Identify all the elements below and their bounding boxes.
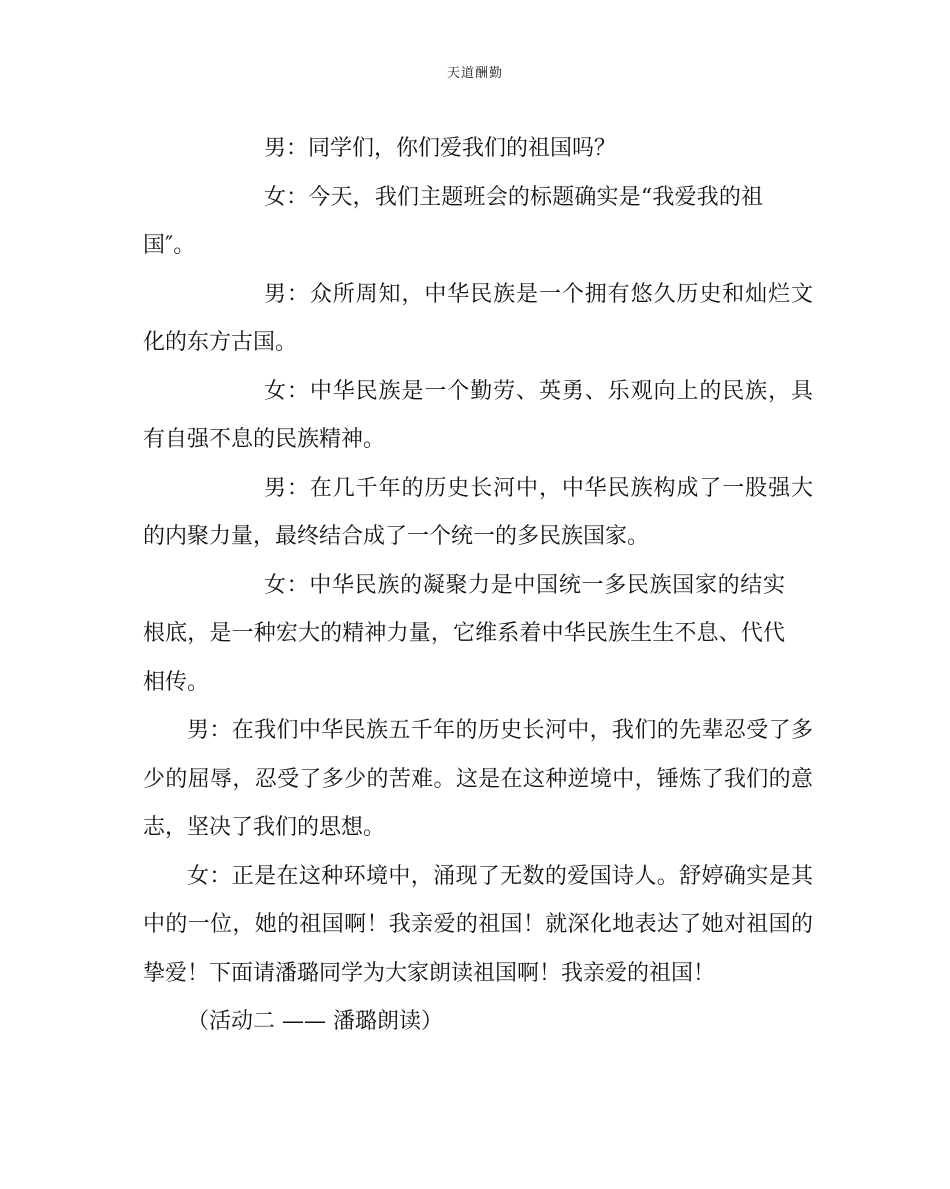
page-header: 天道酬勤 [446, 66, 503, 81]
dialogue-paragraph-3: 男：众所周知，中华民族是一个拥有悠久历史和灿烂文化的东方古国。 [143, 281, 813, 355]
dialogue-paragraph-5: 男：在几千年的历史长河中，中华民族构成了一股强大的内聚力量，最终结合成了一个统一的多民族国家。 [143, 475, 813, 549]
dialogue-paragraph-2: 女：今天，我们主题班会的标题确实是“我爱我的祖国″。 [143, 184, 763, 258]
dialogue-paragraph-4: 女：中华民族是一个勤劳、英勇、乐观向上的民族，具有自强不息的民族精神。 [143, 378, 813, 452]
dialogue-paragraph-7: 男：在我们中华民族五千年的历史长河中，我们的先辈忍受了多少的屈辱，忍受了多少的苦难。这是在这种逆境中，锤炼了我们的意志，坚决了我们的思想。 [143, 718, 813, 840]
activity-note: （活动二 —— 潘璐朗读） [187, 1009, 443, 1034]
dialogue-paragraph-8: 女：正是在这种环境中，涌现了无数的爱国诗人。舒婷确实是其中的一位，她的祖国啊！我亲爱的祖国！就深化地表达了她对祖国的挚爱！下面请潘璐同学为大家朗读祖国啊！我亲爱的祖国！ [143, 863, 813, 986]
dialogue-paragraph-1: 男：同学们，你们爱我们的祖国吗？ [264, 136, 617, 161]
document-body [143, 125, 813, 1047]
dialogue-paragraph-6: 女：中华民族的凝聚力是中国统一多民族国家的结实根底，是一种宏大的精神力量，它维系着中华民族生生不息、代代相传。 [143, 572, 785, 695]
